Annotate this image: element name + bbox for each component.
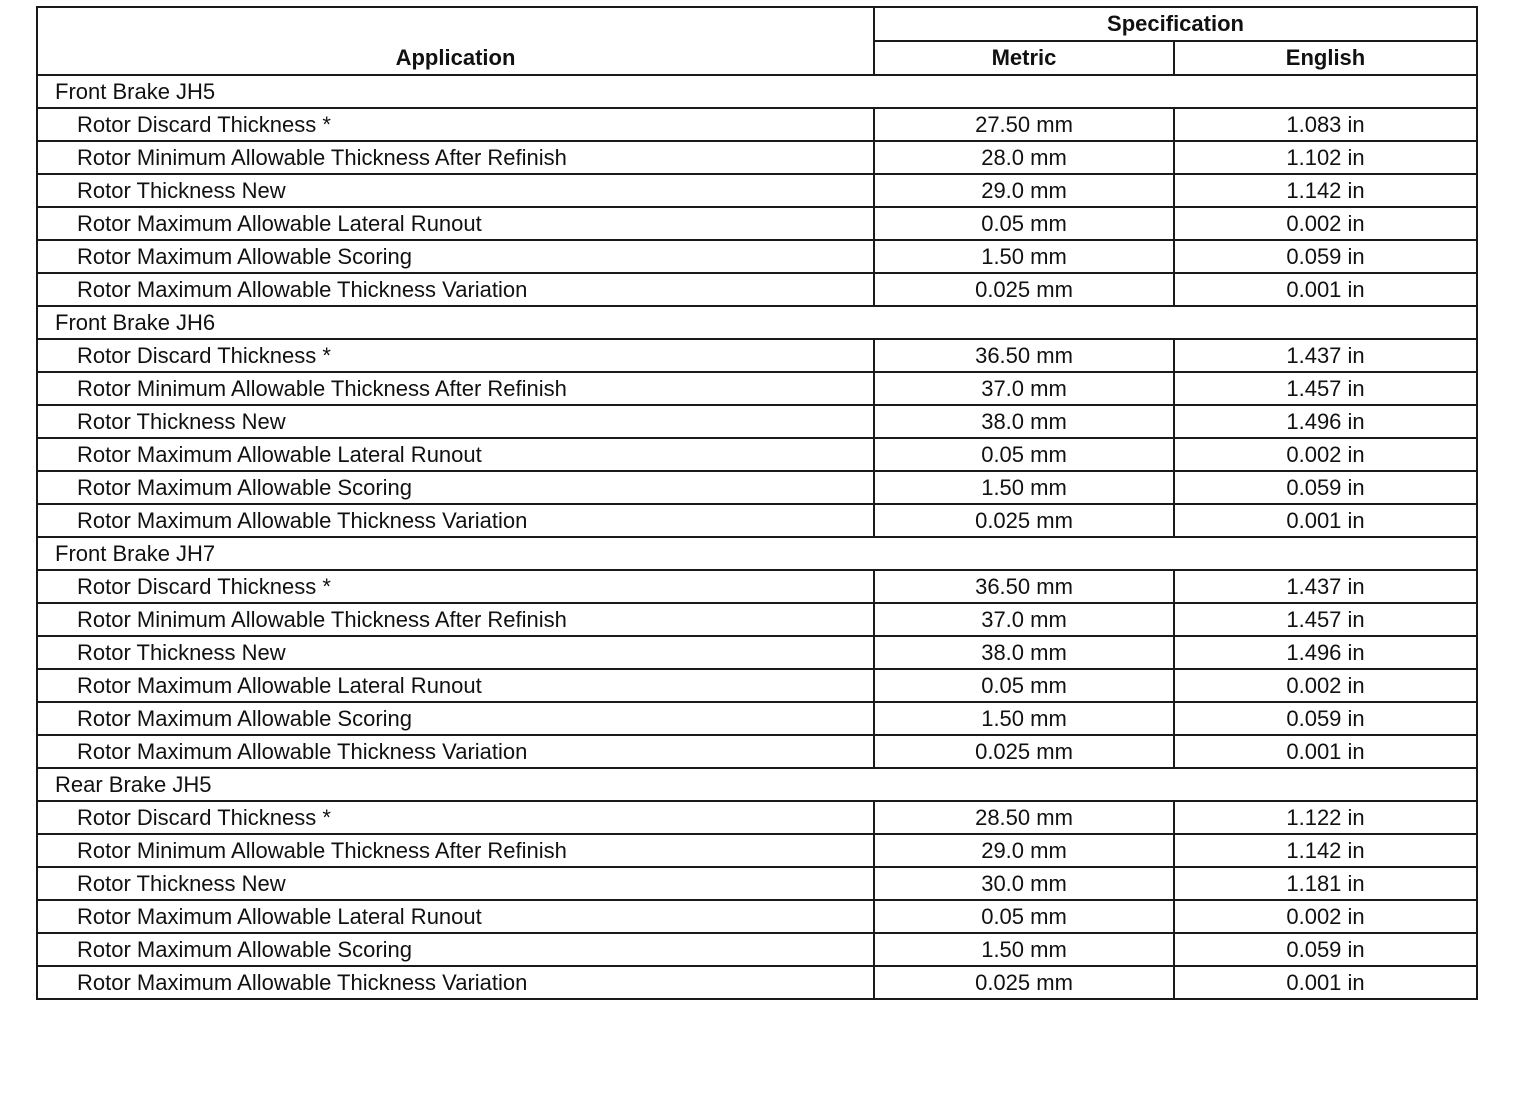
metric-cell: 28.50 mm <box>874 801 1174 834</box>
group-row <box>37 768 1477 801</box>
application-cell: Rotor Thickness New <box>37 174 874 207</box>
metric-column-header: Metric <box>874 41 1174 75</box>
table-header <box>37 7 1477 75</box>
metric-cell: 36.50 mm <box>874 339 1174 372</box>
table-row <box>37 504 1477 537</box>
english-cell: 1.457 in <box>1174 603 1477 636</box>
table-row <box>37 471 1477 504</box>
metric-cell: 38.0 mm <box>874 636 1174 669</box>
metric-cell: 27.50 mm <box>874 108 1174 141</box>
application-cell: Rotor Discard Thickness * <box>37 339 874 372</box>
application-cell: Rotor Maximum Allowable Scoring <box>37 471 874 504</box>
table-row <box>37 867 1477 900</box>
metric-cell: 28.0 mm <box>874 141 1174 174</box>
english-column-header: English <box>1174 41 1477 75</box>
group-heading: Front Brake JH5 <box>37 75 1477 108</box>
table-row <box>37 372 1477 405</box>
application-cell: Rotor Maximum Allowable Thickness Variation <box>37 966 874 999</box>
group-row <box>37 75 1477 108</box>
application-cell: Rotor Maximum Allowable Thickness Variation <box>37 273 874 306</box>
application-cell: Rotor Thickness New <box>37 405 874 438</box>
application-cell: Rotor Maximum Allowable Lateral Runout <box>37 207 874 240</box>
metric-cell: 30.0 mm <box>874 867 1174 900</box>
metric-cell: 37.0 mm <box>874 603 1174 636</box>
table-row <box>37 636 1477 669</box>
table-row <box>37 174 1477 207</box>
application-cell: Rotor Minimum Allowable Thickness After Refinish <box>37 603 874 636</box>
group-row <box>37 306 1477 339</box>
metric-cell: 0.025 mm <box>874 273 1174 306</box>
table-row <box>37 207 1477 240</box>
table-row <box>37 966 1477 999</box>
table-row <box>37 339 1477 372</box>
application-cell: Rotor Maximum Allowable Thickness Variation <box>37 735 874 768</box>
specification-table <box>36 6 1478 1000</box>
english-cell: 0.001 in <box>1174 735 1477 768</box>
metric-cell: 0.05 mm <box>874 669 1174 702</box>
english-cell: 0.001 in <box>1174 273 1477 306</box>
application-cell: Rotor Maximum Allowable Scoring <box>37 240 874 273</box>
table-row <box>37 834 1477 867</box>
application-cell: Rotor Thickness New <box>37 636 874 669</box>
english-cell: 1.142 in <box>1174 174 1477 207</box>
application-cell: Rotor Discard Thickness * <box>37 108 874 141</box>
table-row <box>37 273 1477 306</box>
application-cell: Rotor Discard Thickness * <box>37 801 874 834</box>
table-row <box>37 735 1477 768</box>
specification-column-header: Specification <box>874 7 1477 41</box>
table-row <box>37 108 1477 141</box>
metric-cell: 0.025 mm <box>874 735 1174 768</box>
english-cell: 0.059 in <box>1174 240 1477 273</box>
table-row <box>37 603 1477 636</box>
application-cell: Rotor Maximum Allowable Scoring <box>37 933 874 966</box>
application-cell: Rotor Maximum Allowable Scoring <box>37 702 874 735</box>
table-row <box>37 141 1477 174</box>
english-cell: 1.437 in <box>1174 570 1477 603</box>
english-cell: 1.181 in <box>1174 867 1477 900</box>
english-cell: 0.001 in <box>1174 504 1477 537</box>
group-row <box>37 537 1477 570</box>
table-row <box>37 933 1477 966</box>
group-heading: Front Brake JH7 <box>37 537 1477 570</box>
metric-cell: 1.50 mm <box>874 933 1174 966</box>
metric-cell: 0.025 mm <box>874 504 1174 537</box>
metric-cell: 0.025 mm <box>874 966 1174 999</box>
metric-cell: 1.50 mm <box>874 702 1174 735</box>
table-row <box>37 801 1477 834</box>
application-cell: Rotor Maximum Allowable Thickness Variation <box>37 504 874 537</box>
application-column-header: Application <box>37 7 874 75</box>
application-cell: Rotor Minimum Allowable Thickness After Refinish <box>37 834 874 867</box>
english-cell: 0.002 in <box>1174 900 1477 933</box>
table-row <box>37 240 1477 273</box>
metric-cell: 0.05 mm <box>874 900 1174 933</box>
metric-cell: 0.05 mm <box>874 207 1174 240</box>
english-cell: 0.002 in <box>1174 207 1477 240</box>
application-cell: Rotor Maximum Allowable Lateral Runout <box>37 900 874 933</box>
group-heading: Rear Brake JH5 <box>37 768 1477 801</box>
english-cell: 0.002 in <box>1174 438 1477 471</box>
metric-cell: 37.0 mm <box>874 372 1174 405</box>
metric-cell: 0.05 mm <box>874 438 1174 471</box>
english-cell: 0.059 in <box>1174 702 1477 735</box>
group-heading: Front Brake JH6 <box>37 306 1477 339</box>
metric-cell: 38.0 mm <box>874 405 1174 438</box>
english-cell: 1.083 in <box>1174 108 1477 141</box>
table-row <box>37 702 1477 735</box>
english-cell: 1.142 in <box>1174 834 1477 867</box>
header-row-top <box>37 7 1477 41</box>
application-cell: Rotor Thickness New <box>37 867 874 900</box>
application-cell: Rotor Maximum Allowable Lateral Runout <box>37 669 874 702</box>
english-cell: 1.437 in <box>1174 339 1477 372</box>
application-cell: Rotor Discard Thickness * <box>37 570 874 603</box>
application-cell: Rotor Minimum Allowable Thickness After Refinish <box>37 141 874 174</box>
english-cell: 0.001 in <box>1174 966 1477 999</box>
english-cell: 0.059 in <box>1174 933 1477 966</box>
application-cell: Rotor Maximum Allowable Lateral Runout <box>37 438 874 471</box>
metric-cell: 36.50 mm <box>874 570 1174 603</box>
metric-cell: 29.0 mm <box>874 174 1174 207</box>
table-row <box>37 669 1477 702</box>
table-body <box>37 75 1477 999</box>
table-row <box>37 405 1477 438</box>
application-cell: Rotor Minimum Allowable Thickness After Refinish <box>37 372 874 405</box>
metric-cell: 1.50 mm <box>874 240 1174 273</box>
english-cell: 1.122 in <box>1174 801 1477 834</box>
metric-cell: 29.0 mm <box>874 834 1174 867</box>
english-cell: 0.002 in <box>1174 669 1477 702</box>
english-cell: 1.457 in <box>1174 372 1477 405</box>
english-cell: 1.102 in <box>1174 141 1477 174</box>
english-cell: 0.059 in <box>1174 471 1477 504</box>
metric-cell: 1.50 mm <box>874 471 1174 504</box>
english-cell: 1.496 in <box>1174 405 1477 438</box>
english-cell: 1.496 in <box>1174 636 1477 669</box>
table-row <box>37 570 1477 603</box>
table-row <box>37 900 1477 933</box>
table-row <box>37 438 1477 471</box>
